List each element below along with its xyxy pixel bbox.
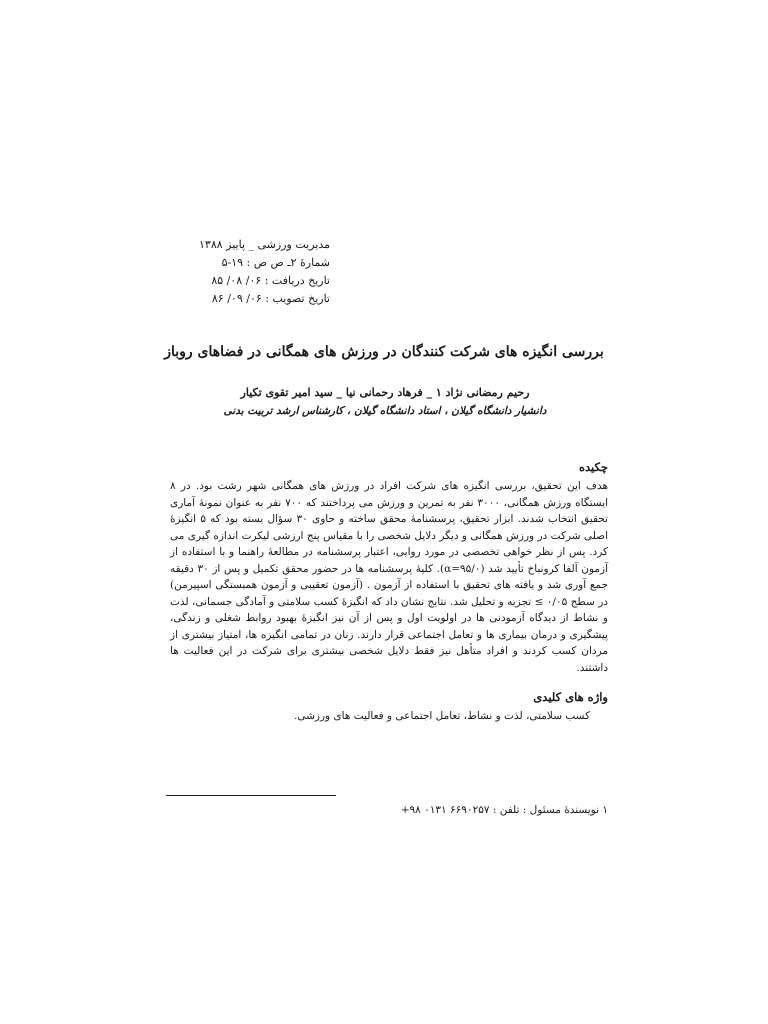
footnote-divider: [166, 795, 336, 796]
author-affiliation: دانشیار دانشگاه گیلان ، استاد دانشگاه گیلان ، کارشناس ارشد تربیت بدنی: [223, 405, 547, 417]
accepted-date: تاریخ تصویب : ۰۶/ ۰۹/ ۸۶: [211, 292, 330, 305]
paper-title: بررسی انگیزه های شرکت کنندگان در ورزش های همگانی در فضاهای روباز: [164, 344, 604, 360]
author-names: رحیم رمضانی نژاد ۱ _ فرهاد رحمانی نیا _ سید امیر تقوی تکیار: [240, 386, 530, 399]
authors-block: [170, 384, 600, 420]
journal-pages: شمارۀ ۲ـ ص ص : ۱۹-۵: [221, 256, 330, 269]
keywords-body: کسب سلامتی، لذت و نشاط، تعامل اجتماعی و فعالیت های ورزشی.: [293, 710, 590, 722]
abstract-body: هدف این تحقیق، بررسی انگیزه های شرکت افراد در ورزش های همگانی شهر رشت بود. در ۸ ایستگاه ورزش همگانی، ۳۰۰۰ نفر به تمرین و ورزش می پرداختند که ۷۰۰ نفر به عنوان نمونۀ آماری تحقیق انتخاب شدند. ابزار تحقیق، پرسشنامۀ محقق ساخته و حاوی ۳۰ سؤال بسته بود که ۵ انگیزۀ اصلی شرکت در ورزش همگانی و دیگر دلایل شخصی را با مقیاس پنج ارزشی لیکرت اندازه گیری می کرد. پس از نظر خواهی تخصصی در مورد روایی، اعتبار پرسشنامه در مطالعۀ راهنما و با استفاده از آزمون آلفا کرونباخ تأیید شد (۹۵/۰=α). کلیۀ پرسشنامه ها در حضور محقق تکمیل و پس از ۳۰ دقیقه جمع آوری شد و یافته های تحقیق با استفاده از آزمون . (آزمون تعقیبی و آزمون همبستگی اسپیرمن) در سطح ۰/۰۵ ≥ تجزیه و تحلیل شد. نتایج نشان داد که انگیزۀ کسب سلامتی و آمادگی جسمانی، لذت و نشاط از دیدگاه آزمودنی ها در اولویت اول و پس از آن نیز انگیزۀ بهبود روابط شغلی و زندگی، پیشگیری و درمان بیماری ها و تعامل اجتماعی قرار دارند. زنان در تمامی انگیزه ها، امتیاز بیشتری از مردان کسب کردند و افراد متأهل نیز فقط دلایل شخصی بیشتری برای شرکت در این فعالیت ها داشتند.: [170, 480, 609, 674]
received-date: تاریخ دریافت : ۰۶/ ۰۸/ ۸۵: [211, 274, 330, 287]
journal-issue: مدیریت ورزشی _ پاییز ۱۳۸۸: [199, 238, 330, 251]
footnote: ۱ نویسندۀ مسئول : تلفن : ۶۶۹۰۲۵۷ ۰۱۳۱ ۹۸+: [400, 804, 608, 816]
journal-info: [150, 236, 330, 308]
keywords-heading: واژه های کلیدی: [533, 690, 608, 704]
abstract-heading: چکیده: [579, 460, 608, 474]
